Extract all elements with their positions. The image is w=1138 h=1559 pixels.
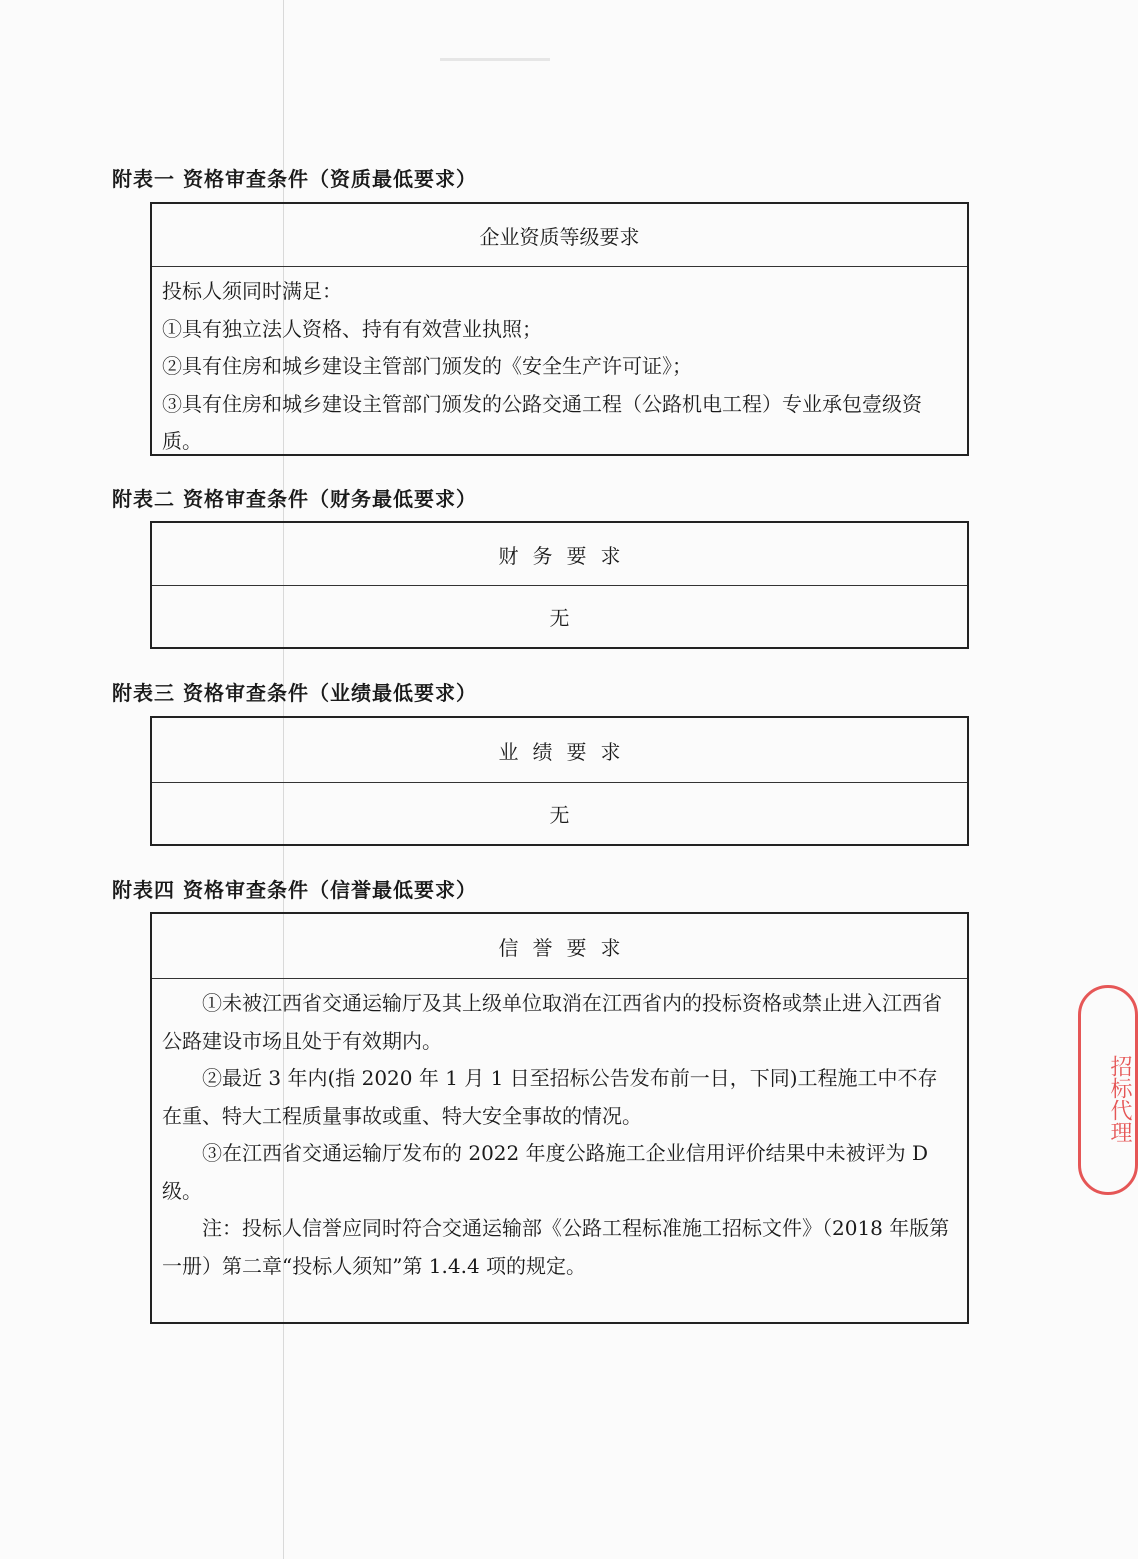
- credit-table-header: [152, 914, 967, 978]
- finance-table-value: 无: [152, 585, 967, 647]
- performance-table: [150, 716, 969, 846]
- section-3-heading: 附表三 资格审查条件（业绩最低要求）: [112, 681, 477, 705]
- credit-paragraph: ③在江西省交通运输厅发布的 2022 年度公路施工企业信用评价结果中未被评为 D 级。: [162, 1141, 929, 1203]
- section-4-heading: 附表四 资格审查条件（信誉最低要求）: [112, 878, 477, 902]
- qualification-line: ②具有住房和城乡建设主管部门颁发的《安全生产许可证》；: [162, 354, 692, 378]
- finance-header-label: 财务要求: [498, 543, 635, 568]
- qualification-table: [150, 202, 969, 456]
- qualification-line: 投标人须同时满足：: [162, 279, 342, 303]
- performance-header-label: 业绩要求: [498, 739, 635, 764]
- section-1-heading: 附表一 资格审查条件（资质最低要求）: [112, 167, 477, 191]
- qualification-table-header: 企业资质等级要求: [479, 224, 640, 249]
- credit-paragraph: ①未被江西省交通运输厅及其上级单位取消在江西省内的投标资格或禁止进入江西省公路建设市场且处于有效期内。: [162, 991, 942, 1053]
- section-2-heading: 附表二 资格审查条件（财务最低要求）: [112, 487, 477, 511]
- qualification-line: ③具有住房和城乡建设主管部门颁发的公路交通工程（公路机电工程）专业承包壹级资质。: [162, 391, 922, 453]
- finance-table-header: [152, 523, 967, 585]
- credit-header-label: 信誉要求: [498, 935, 635, 960]
- performance-table-header: [152, 718, 967, 782]
- finance-table: [150, 521, 969, 649]
- scan-artifact: [440, 58, 550, 61]
- qualification-line: ①具有独立法人资格、持有有效营业执照；: [162, 316, 542, 341]
- credit-paragraph: ②最近 3 年内(指 2020 年 1 月 1 日至招标公告发布前一日，下同)工程施工中不存在重、特大工程质量事故或重、特大安全事故的情况。: [162, 1066, 938, 1128]
- credit-paragraph: 注：投标人信誉应同时符合交通运输部《公路工程标准施工招标文件》（2018 年版第一册）第二章“投标人须知”第 1.4.4 项的规定。: [162, 1216, 950, 1278]
- credit-table-body: [152, 978, 967, 1287]
- performance-table-value: 无: [152, 782, 967, 844]
- credit-table: [150, 912, 969, 1324]
- qualification-table-body: [152, 266, 967, 463]
- red-seal-stamp: 招标代理: [1078, 985, 1138, 1195]
